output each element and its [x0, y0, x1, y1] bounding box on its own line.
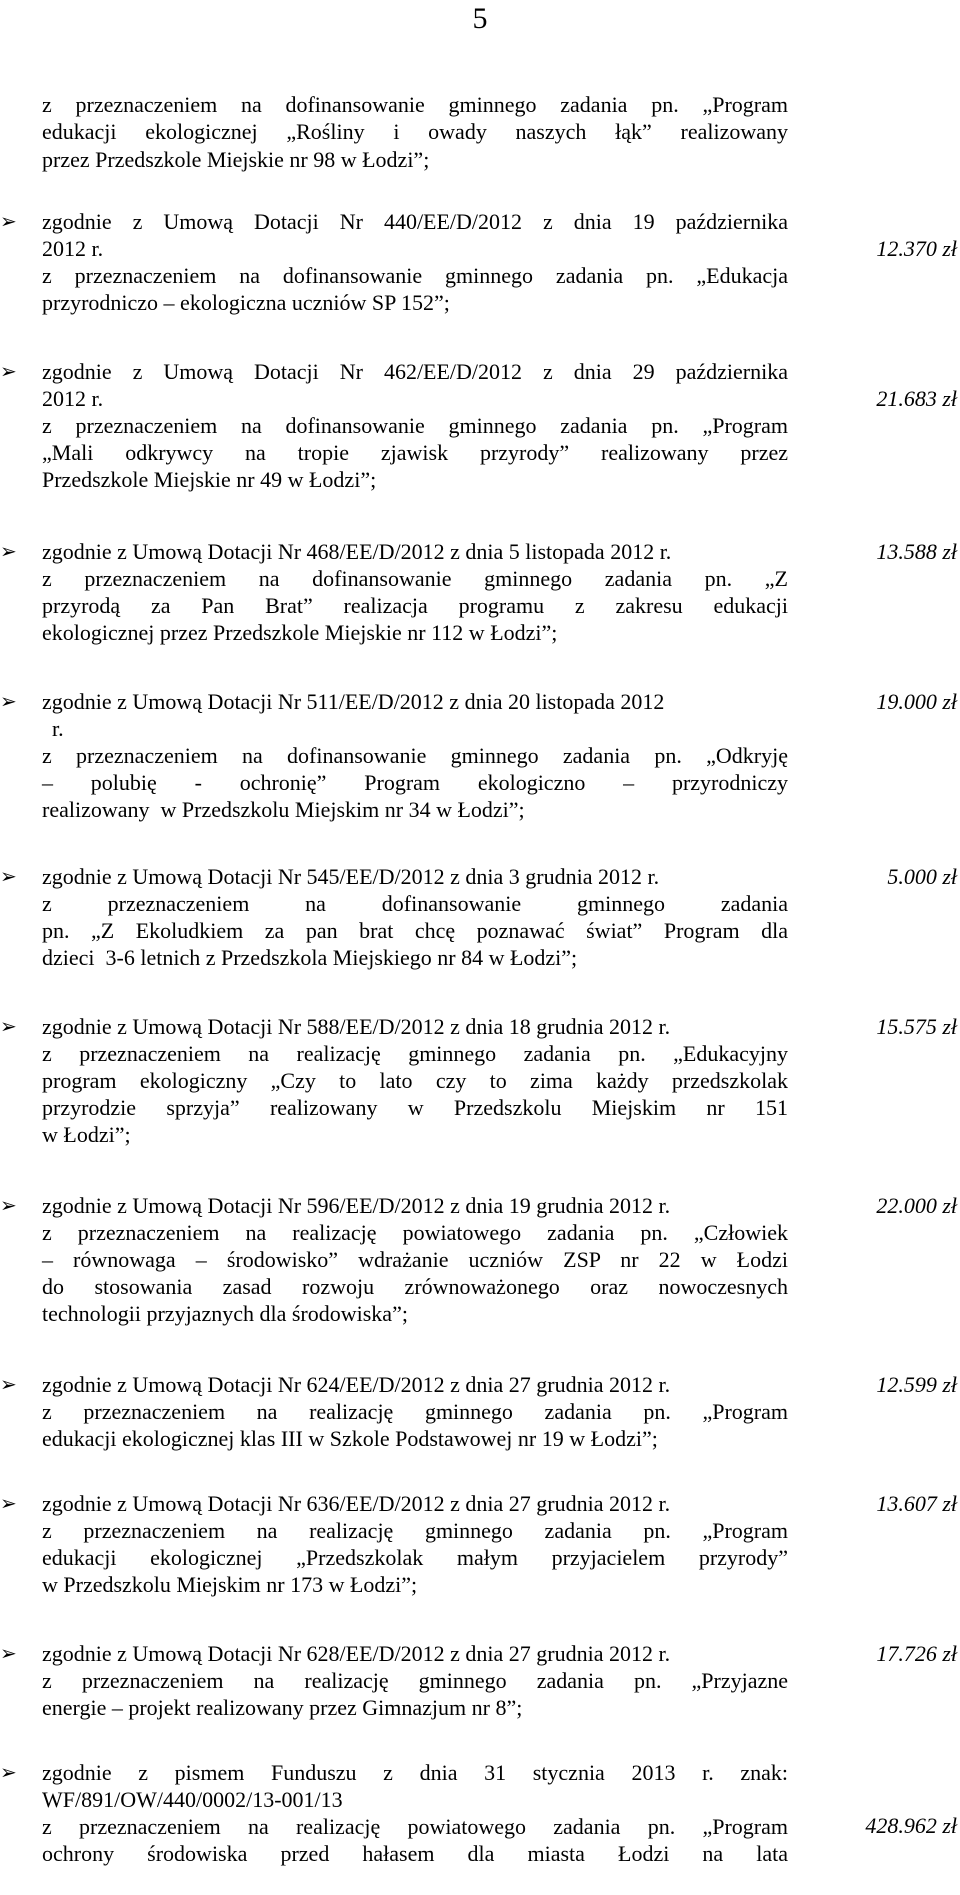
entry-line: zgodnie z pismem Funduszu z dnia 31 stycznia 2013 r. znak: — [42, 1760, 788, 1785]
entry-line: z przeznaczeniem na realizację gminnego zadania pn. „Program — [42, 1518, 788, 1543]
entry-line: do stosowania zasad rozwoju zrównoważonego oraz nowoczesnych — [42, 1274, 788, 1299]
entry-line: z przeznaczeniem na dofinansowanie gminnego zadania pn. „Program — [42, 413, 788, 438]
arrow-bullet-icon: ➢ — [0, 1016, 17, 1038]
entry-line: z przeznaczeniem na realizację powiatowego zadania pn. „Program — [42, 1814, 788, 1839]
entry-line: „Mali odkrywcy na tropie zjawisk przyrody” realizowany przez — [42, 440, 788, 465]
arrow-bullet-icon: ➢ — [0, 211, 17, 233]
entry-amount: 12.599 zł — [876, 1372, 957, 1397]
entry-line: zgodnie z Umową Dotacji Nr 588/EE/D/2012 z dnia 18 grudnia 2012 r. — [42, 1014, 671, 1039]
entry-line: energie – projekt realizowany przez Gimnazjum nr 8”; — [42, 1695, 523, 1720]
entry-line: ochrony środowiska przed hałasem dla miasta Łodzi na lata — [42, 1841, 788, 1866]
entry-line: technologii przyjaznych dla środowiska”; — [42, 1301, 408, 1326]
arrow-bullet-icon: ➢ — [0, 1374, 17, 1396]
entry-line: – polubię - ochronię” Program ekologiczno – przyrodniczy — [42, 770, 788, 795]
entry-line: z przeznaczeniem na realizację gminnego zadania pn. „Program — [42, 1399, 788, 1424]
entry-line: edukacji ekologicznej klas III w Szkole Podstawowej nr 19 w Łodzi”; — [42, 1426, 658, 1451]
entry-line: przyrodzie sprzyja” realizowany w Przedszkolu Miejskim nr 151 — [42, 1095, 788, 1120]
entry-line: zgodnie z Umową Dotacji Nr 545/EE/D/2012 z dnia 3 grudnia 2012 r. — [42, 864, 660, 889]
arrow-bullet-icon: ➢ — [0, 1762, 17, 1784]
entry-amount: 5.000 zł — [887, 864, 957, 889]
page-number: 5 — [472, 2, 488, 35]
intro-line: edukacji ekologicznej „Rośliny i owady naszych łąk” realizowany — [42, 119, 788, 144]
entry-line: z przeznaczeniem na realizację gminnego zadania pn. „Edukacyjny — [42, 1041, 788, 1066]
intro-line: przez Przedszkole Miejskie nr 98 w Łodzi”; — [42, 147, 430, 172]
entry-line: – równowaga – środowisko” wdrażanie uczniów ZSP nr 22 w Łodzi — [42, 1247, 788, 1272]
arrow-bullet-icon: ➢ — [0, 1195, 17, 1217]
arrow-bullet-icon: ➢ — [0, 361, 17, 383]
entry-line: zgodnie z Umową Dotacji Nr 624/EE/D/2012 z dnia 27 grudnia 2012 r. — [42, 1372, 671, 1397]
entry-line: w Łodzi”; — [42, 1122, 131, 1147]
entry-line: edukacji ekologicznej „Przedszkolak małym przyjacielem przyrody” — [42, 1545, 788, 1570]
entry-line: ekologicznej przez Przedszkole Miejskie nr 112 w Łodzi”; — [42, 620, 558, 645]
entry-line: zgodnie z Umową Dotacji Nr 511/EE/D/2012 z dnia 20 listopada 2012 — [42, 689, 665, 714]
arrow-bullet-icon: ➢ — [0, 691, 17, 713]
entry-line: zgodnie z Umową Dotacji Nr 628/EE/D/2012 z dnia 27 grudnia 2012 r. — [42, 1641, 671, 1666]
entry-line: w Przedszkolu Miejskim nr 173 w Łodzi”; — [42, 1572, 418, 1597]
entry-line: zgodnie z Umową Dotacji Nr 468/EE/D/2012 z dnia 5 listopada 2012 r. — [42, 539, 672, 564]
entry-line: zgodnie z Umową Dotacji Nr 440/EE/D/2012 z dnia 19 października — [42, 209, 788, 234]
entry-line: WF/891/OW/440/0002/13-001/13 — [42, 1787, 343, 1812]
entry-line: z przeznaczeniem na realizację gminnego zadania pn. „Przyjazne — [42, 1668, 788, 1693]
entry-line: 2012 r. — [42, 386, 104, 411]
entry-amount: 15.575 zł — [876, 1014, 957, 1039]
arrow-bullet-icon: ➢ — [0, 1493, 17, 1515]
arrow-bullet-icon: ➢ — [0, 541, 17, 563]
entry-line: dzieci 3-6 letnich z Przedszkola Miejskiego nr 84 w Łodzi”; — [42, 945, 578, 970]
entry-line: z przeznaczeniem na realizację powiatowego zadania pn. „Człowiek — [42, 1220, 788, 1245]
entry-line: przyrodniczo – ekologiczna uczniów SP 152”; — [42, 290, 450, 315]
entry-line: zgodnie z Umową Dotacji Nr 462/EE/D/2012 z dnia 29 października — [42, 359, 788, 384]
entry-line: zgodnie z Umową Dotacji Nr 596/EE/D/2012 z dnia 19 grudnia 2012 r. — [42, 1193, 671, 1218]
entry-line: przyrodą za Pan Brat” realizacja programu z zakresu edukacji — [42, 593, 788, 618]
arrow-bullet-icon: ➢ — [0, 866, 17, 888]
entry-line: z przeznaczeniem na dofinansowanie gminnego zadania — [42, 891, 788, 916]
entry-amount: 12.370 zł — [876, 236, 957, 261]
entry-amount: 13.588 zł — [876, 539, 957, 564]
arrow-bullet-icon: ➢ — [0, 1643, 17, 1665]
entry-line: zgodnie z Umową Dotacji Nr 636/EE/D/2012 z dnia 27 grudnia 2012 r. — [42, 1491, 671, 1516]
entry-line: 2012 r. — [42, 236, 104, 261]
entry-line: r. — [52, 716, 64, 741]
entry-line: z przeznaczeniem na dofinansowanie gminnego zadania pn. „Edukacja — [42, 263, 788, 288]
entry-line: Przedszkole Miejskie nr 49 w Łodzi”; — [42, 467, 377, 492]
entry-amount: 13.607 zł — [876, 1491, 957, 1516]
entry-amount: 22.000 zł — [876, 1193, 957, 1218]
entry-line: pn. „Z Ekoludkiem za pan brat chcę poznawać świat” Program dla — [42, 918, 788, 943]
entry-amount: 19.000 zł — [876, 689, 957, 714]
entry-amount: 17.726 zł — [876, 1641, 957, 1666]
entry-amount: 428.962 zł — [865, 1813, 957, 1838]
entry-line: z przeznaczeniem na dofinansowanie gminnego zadania pn. „Odkryję — [42, 743, 788, 768]
entry-amount: 21.683 zł — [876, 386, 957, 411]
entry-line: realizowany w Przedszkolu Miejskim nr 34 w Łodzi”; — [42, 797, 525, 822]
intro-line: z przeznaczeniem na dofinansowanie gminnego zadania pn. „Program — [42, 92, 788, 117]
entry-line: program ekologiczny „Czy to lato czy to zima każdy przedszkolak — [42, 1068, 788, 1093]
entry-line: z przeznaczeniem na dofinansowanie gminnego zadania pn. „Z — [42, 566, 788, 591]
